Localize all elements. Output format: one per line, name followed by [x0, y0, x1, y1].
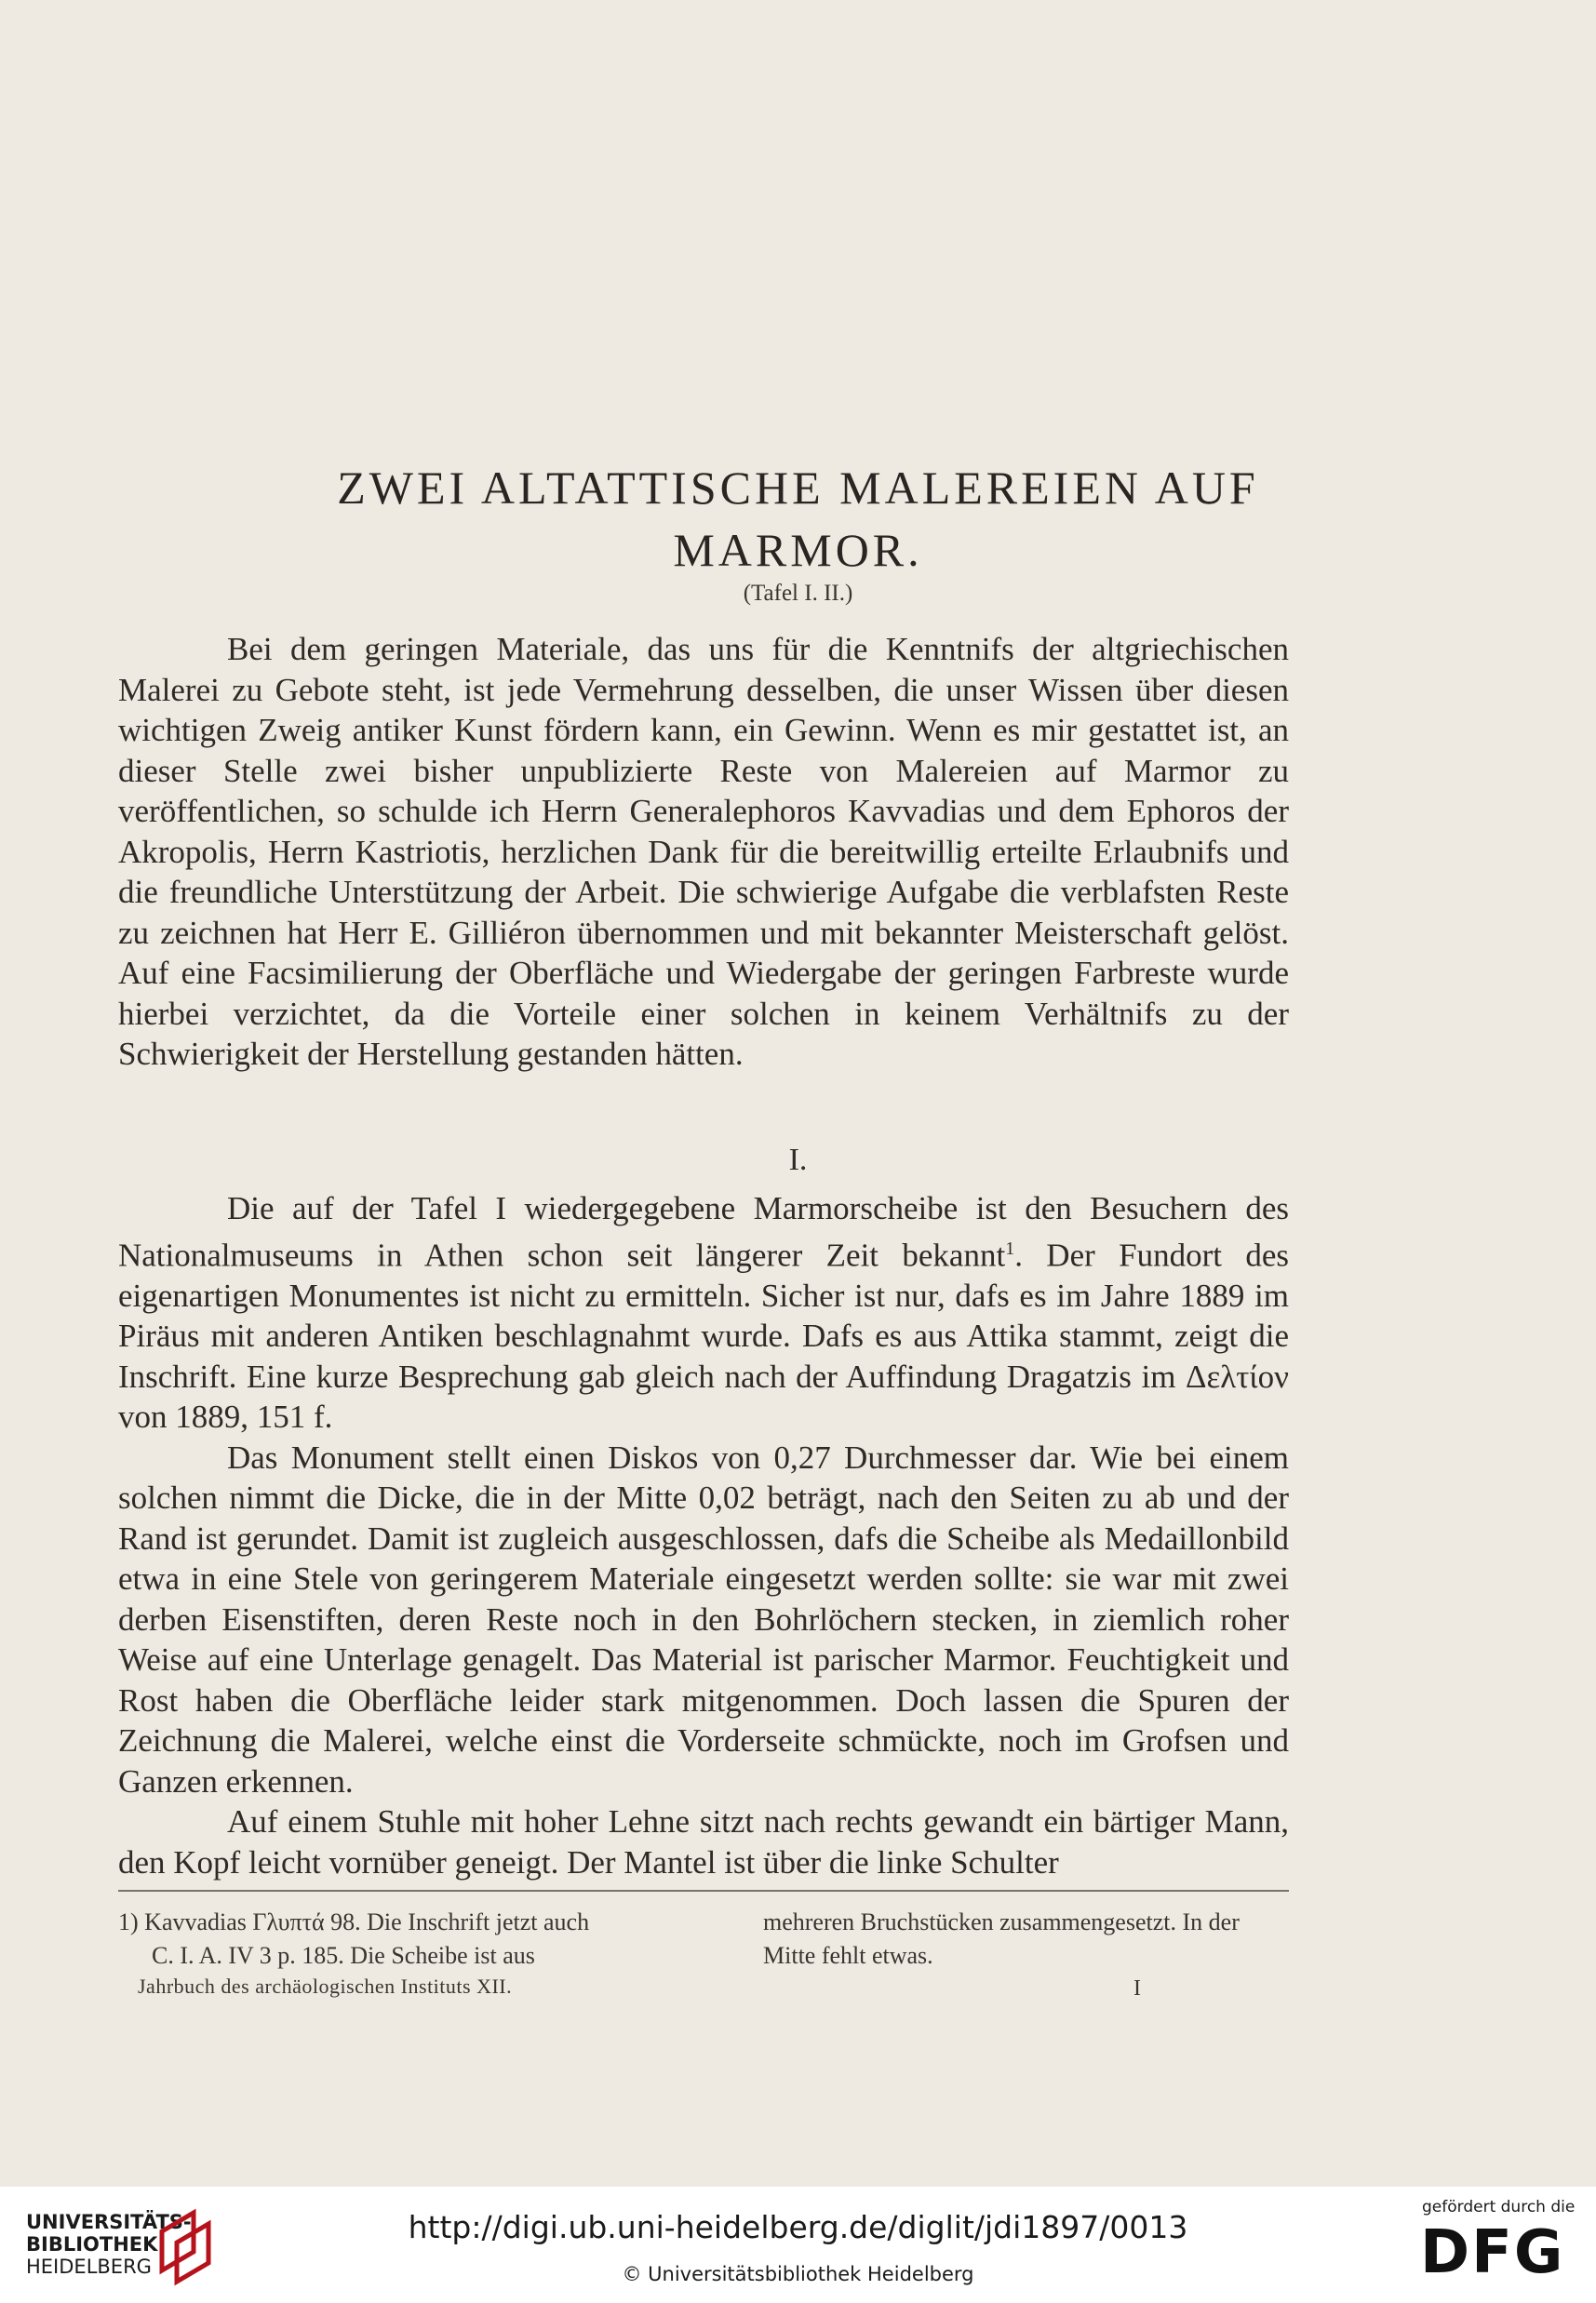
- paragraph-1-text-a: Die auf der Tafel I wiedergegebene Marmorscheibe ist den Besuchern des Nationalmuseums in Athen schon seit längerer Zeit bekannt: [118, 1190, 1289, 1274]
- paragraph-1: [118, 1188, 1289, 1438]
- footnote-left-text-1: Kavvadias Γλυπτά 98. Die Inschrift jetzt auch: [144, 1908, 590, 1935]
- intro-text-block: [118, 629, 1289, 1075]
- footnote-right-line-1: mehreren Bruchstücken zusammengesetzt. In der: [763, 1908, 1240, 1935]
- library-line-2: BIBLIOTHEK: [26, 2233, 158, 2256]
- source-url-link[interactable]: http://digi.ub.uni-heidelberg.de/diglit/jdi1897/0013: [408, 2209, 1188, 2245]
- footnote-divider: [118, 1890, 1289, 1892]
- section-heading: I.: [788, 1143, 808, 1177]
- paragraph-1-text-b: . Der Fundort des eigenartigen Monumentes ist nicht zu ermitteln. Sicher ist nur, dafs es im Jahre 1889 im Piräus mit anderen Antiken beschlagnahmt wurde. Dafs es aus Attika stammt, zeigt die Inschrift. Eine kurze Besprechung gab gleich nach der Auffindung Dragatzis im Δελτίον von 1889, 151 f.: [118, 1237, 1290, 1436]
- running-footer: Jahrbuch des archäologischen Instituts XII.: [138, 1975, 513, 1998]
- funded-by-label: gefördert durch die: [1422, 2198, 1576, 2216]
- footnote-ref-1: 1: [1005, 1238, 1015, 1259]
- footnote-right-column: [763, 1906, 1289, 1973]
- footnote-left-line-1: [118, 1906, 695, 1939]
- footnote-marker: 1): [118, 1908, 139, 1935]
- footnote-left-line-2: C. I. A. IV 3 p. 185. Die Scheibe ist aus: [152, 1942, 535, 1969]
- article-title-line-2: MARMOR.: [673, 524, 923, 576]
- dfg-logo: DFG: [1420, 2218, 1565, 2287]
- intro-paragraph: Bei dem geringen Materiale, das uns für die Kenntnifs der altgriechischen Malerei zu Gebote steht, ist jede Vermehrung desselben, die unser Wissen über diesen wichtigen Zweig antiker Kunst fördern kann, ein Gewinn. Wenn es mir gestattet ist, an dieser Stelle zwei bisher unpublizierte Reste von Malereien auf Marmor zu veröffentlichen, so schulde ich Herrn Generalephoros Kavvadias und dem Ephoros der Akropolis, Herrn Kastriotis, herzlichen Dank für die bereitwillig erteilte Erlaubnifs und die freundliche Unterstützung der Arbeit. Die schwierige Aufgabe die verblafsten Reste zu zeichnen hat Herr E. Gilliéron übernommen und mit bekannter Meisterschaft gelöst. Auf eine Facsimilierung der Oberfläche und Wiedergabe der geringen Farbreste wurde hierbei verzichtet, da die Vorteile einer solchen in keinem Verhältnifs zu der Schwierigkeit der Herstellung gestanden hätten.: [118, 631, 1289, 1072]
- section-one-text-block: [118, 1188, 1289, 1882]
- article-title-line-1: ZWEI ALTATTISCHE MALEREIEN AUF: [337, 462, 1259, 514]
- signature-mark: I: [1133, 1976, 1141, 2001]
- paragraph-3: Auf einem Stuhle mit hoher Lehne sitzt nach rechts gewandt ein bärtiger Mann, den Kopf leicht vornüber geneigt. Der Mantel ist über die linke Schulter: [118, 1803, 1289, 1881]
- library-line-3: HEIDELBERG: [26, 2256, 152, 2278]
- library-line-1: UNIVERSITÄTS-: [26, 2211, 192, 2233]
- paragraph-2: Das Monument stellt einen Diskos von 0,27 Durchmesser dar. Wie bei einem solchen nimmt die Dicke, die in der Mitte 0,02 beträgt, nach den Seiten zu ab und der Rand ist gerundet. Damit ist zugleich ausgeschlossen, dafs die Scheibe als Medaillonbild etwa in eine Stele von geringerem Materiale eingesetzt werden sollte: sie war mit zwei derben Eisenstiften, deren Reste noch in den Bohrlöchern stecken, in ziemlich roher Weise auf eine Unterlage genagelt. Das Material ist parischer Marmor. Feuchtigkeit und Rost haben die Oberfläche leider stark mitgenommen. Doch lassen die Spuren der Zeichnung die Malerei, welche einst die Vorderseite schmückte, noch im Grofsen und Ganzen erkennen.: [118, 1439, 1289, 1800]
- footnote-right-line-2: Mitte fehlt etwas.: [763, 1942, 933, 1969]
- copyright-notice: © Universitätsbibliothek Heidelberg: [622, 2263, 974, 2285]
- footnote-left-column: [118, 1906, 695, 1973]
- plate-reference: (Tafel I. II.): [743, 581, 853, 606]
